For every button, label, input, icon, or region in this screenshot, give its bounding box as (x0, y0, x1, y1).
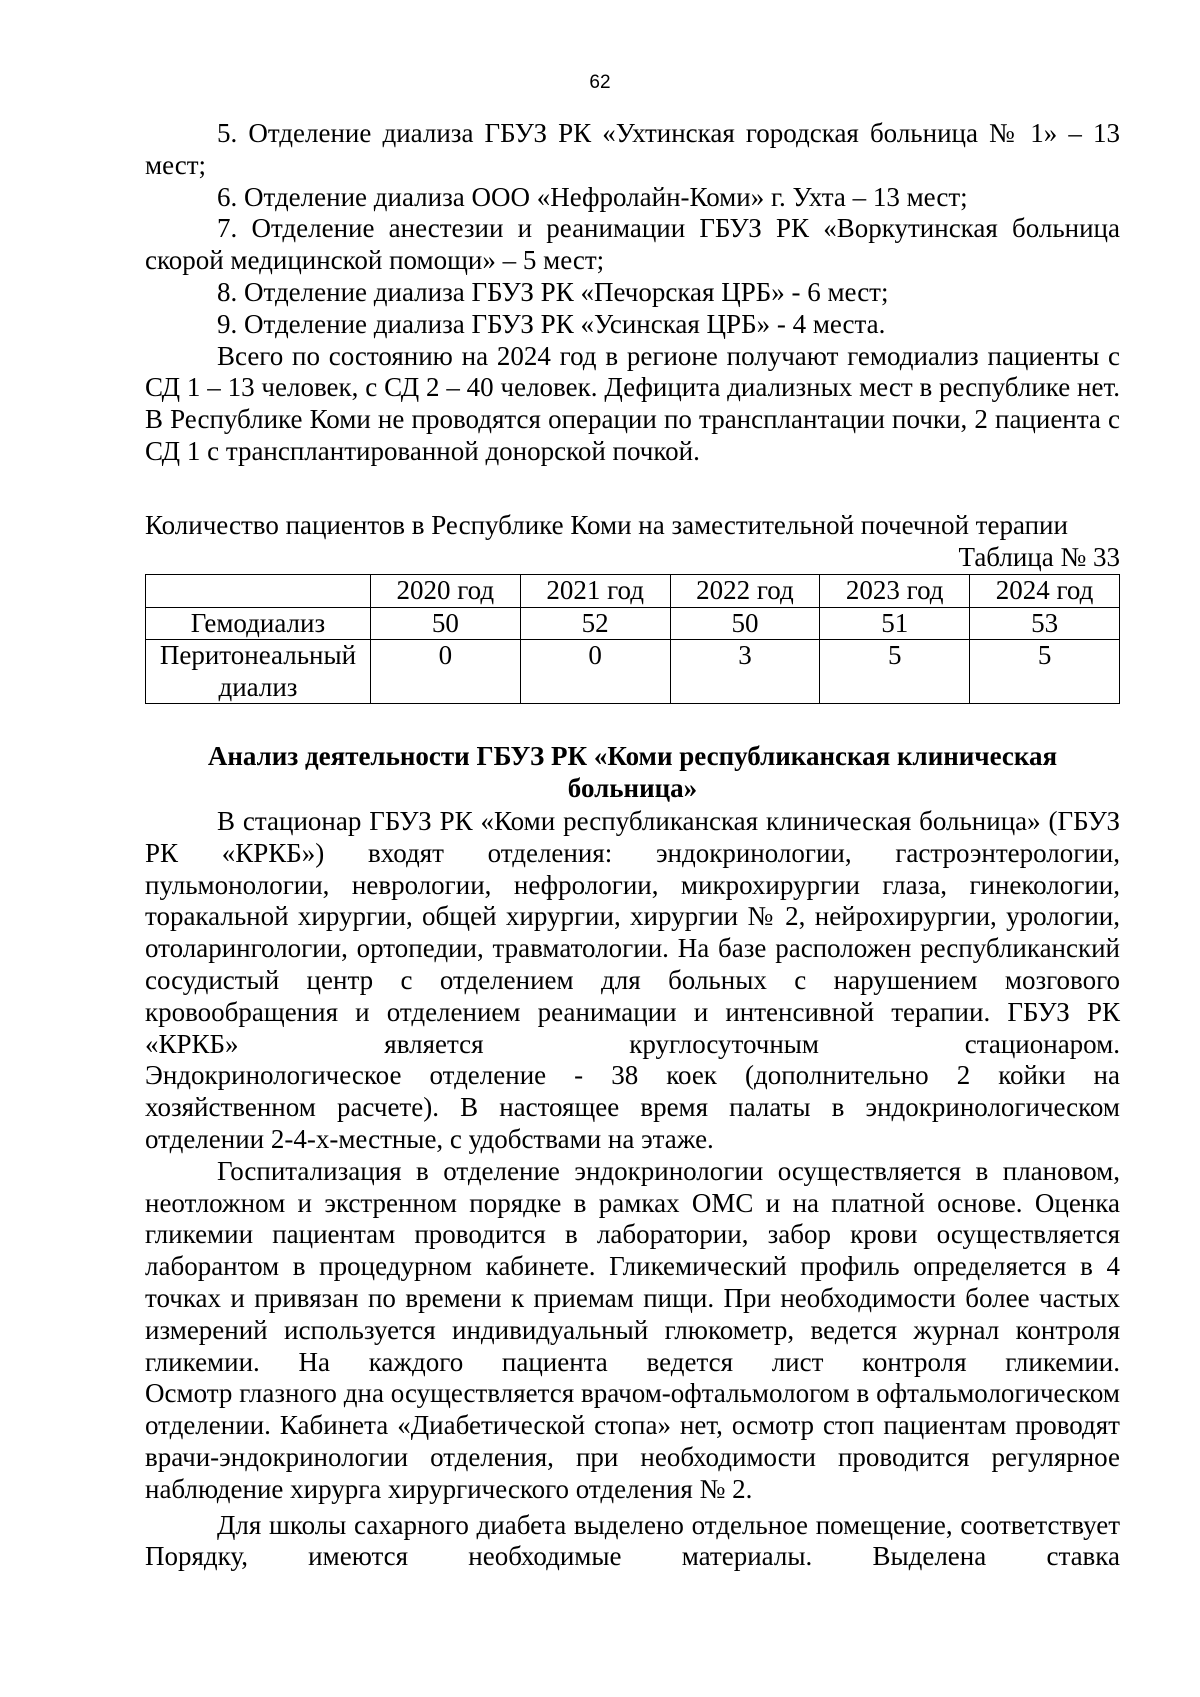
list-item-dialysis-ukhta-1: 5. Отделение диализа ГБУЗ РК «Ухтинская городская больница № 1» – 13 мест; (145, 118, 1120, 180)
table-header-cell: 2020 год (370, 575, 520, 608)
table-cell: 3 (670, 640, 820, 704)
list-item-dialysis-usinsk: 9. Отделение диализа ГБУЗ РК «Усинская ЦРБ» - 4 места. (217, 308, 886, 339)
table-cell-label: Перитонеальный диализ (146, 640, 371, 704)
summary-paragraph: Всего по состоянию на 2024 год в регионе получают гемодиализ пациенты с СД 1 – 13 человек, с СД 2 – 40 человек. Дефицита диализных мест в республике нет. В Республике Коми не проводятся операции по трансплантации почки, 2 пациента с СД 1 с трансплантированной донорской почкой. (145, 340, 1120, 466)
table-caption-block (145, 510, 1120, 574)
table-caption: Количество пациентов в Республике Коми на заместительной почечной терапии (145, 510, 1068, 540)
list-item-dialysis-pechora: 8. Отделение диализа ГБУЗ РК «Печорская ЦРБ» - 6 мест; (217, 276, 889, 307)
table-row (146, 640, 1120, 704)
table-header-cell: 2022 год (670, 575, 820, 608)
table-header-cell: 2024 год (970, 575, 1120, 608)
list-item-anesthesia-vorkuta: 7. Отделение анестезии и реанимации ГБУЗ РК «Воркутинская больница скорой медицинской помощи» – 5 мест; (145, 213, 1120, 276)
table-cell: 50 (370, 607, 520, 640)
table-cell-label: Гемодиализ (146, 607, 371, 640)
paragraph-hospitalization: Госпитализация в отделение эндокринологии осуществляется в плановом, неотложном и экстренном порядке в рамках ОМС и на платной основе. Оценка гликемии пациентам проводится в лаборатории, забор крови осуществляется лаборантом в процедурном кабинете. Гликемический профиль определяется в 4 точках и привязан по времени к приемам пищи. При необходимости более частых измерений используется индивидуальный глюкометр, ведется журнал контроля гликемии. На каждого пациента ведется лист контроля гликемии. (145, 1155, 1120, 1377)
intro-block (145, 118, 1120, 468)
rrt-patients-table (145, 574, 1120, 704)
table-header-cell: 2023 год (820, 575, 970, 608)
paragraph-eye-exam: Осмотр глазного дна осуществляется врачом-офтальмологом в офтальмологическом отделении. Кабинета «Диабетической стопа» нет, осмотр стоп пациентам проводят врачи-эндокринологии отделения, при необходимости проводится регулярное наблюдение хирурга хирургического отделения № 2. (145, 1378, 1120, 1504)
paragraph-diabetes-school: Для школы сахарного диабета выделено отдельное помещение, соответствует Порядку, имеются необходимые материалы. Выделена ставка (145, 1509, 1120, 1572)
section-body (145, 806, 1120, 1573)
table-number: Таблица № 33 (958, 541, 1120, 572)
paragraph-departments: В стационар ГБУЗ РК «Коми республиканская клиническая больница» (ГБУЗ РК «КРКБ») входят отделения: эндокринологии, гастроэнтерологии, пульмонологии, неврологии, нефрологии, микрохирургии глаза, гинекологии, торакальной хирургии, общей хирургии, хирургии № 2, нейрохирургии, урологии, отоларингологии, ортопедии, травматологии. На базе расположен республиканский сосудистый центр с отделением для больных с нарушением мозгового кровообращения и отделением реанимации и интенсивной терапии. ГБУЗ РК «КРКБ» является круглосуточным стационаром. (145, 806, 1120, 1059)
paragraph-endocrinology-beds: Эндокринологическое отделение - 38 коек (дополнительно 2 койки на хозяйственном расчете). В настоящее время палаты в эндокринологическом отделении 2-4-х-местные, с удобствами на этаже. (145, 1060, 1120, 1154)
table-cell: 5 (820, 640, 970, 704)
section-heading: Анализ деятельности ГБУЗ РК «Коми республиканская клиническая больница» (207, 741, 1058, 803)
list-item-dialysis-nefrolain: 6. Отделение диализа ООО «Нефролайн-Коми» г. Ухта – 13 мест; (217, 181, 968, 212)
table-cell: 53 (970, 607, 1120, 640)
table-header-cell: 2021 год (520, 575, 670, 608)
table-cell: 0 (370, 640, 520, 704)
page-number: 62 (589, 72, 611, 93)
table-header-row (146, 575, 1120, 608)
table-row (146, 607, 1120, 640)
table-cell: 5 (970, 640, 1120, 704)
table-cell: 50 (670, 607, 820, 640)
table-cell: 52 (520, 607, 670, 640)
table-cell: 0 (520, 640, 670, 704)
table-cell: 51 (820, 607, 970, 640)
table-header-cell (146, 575, 371, 608)
